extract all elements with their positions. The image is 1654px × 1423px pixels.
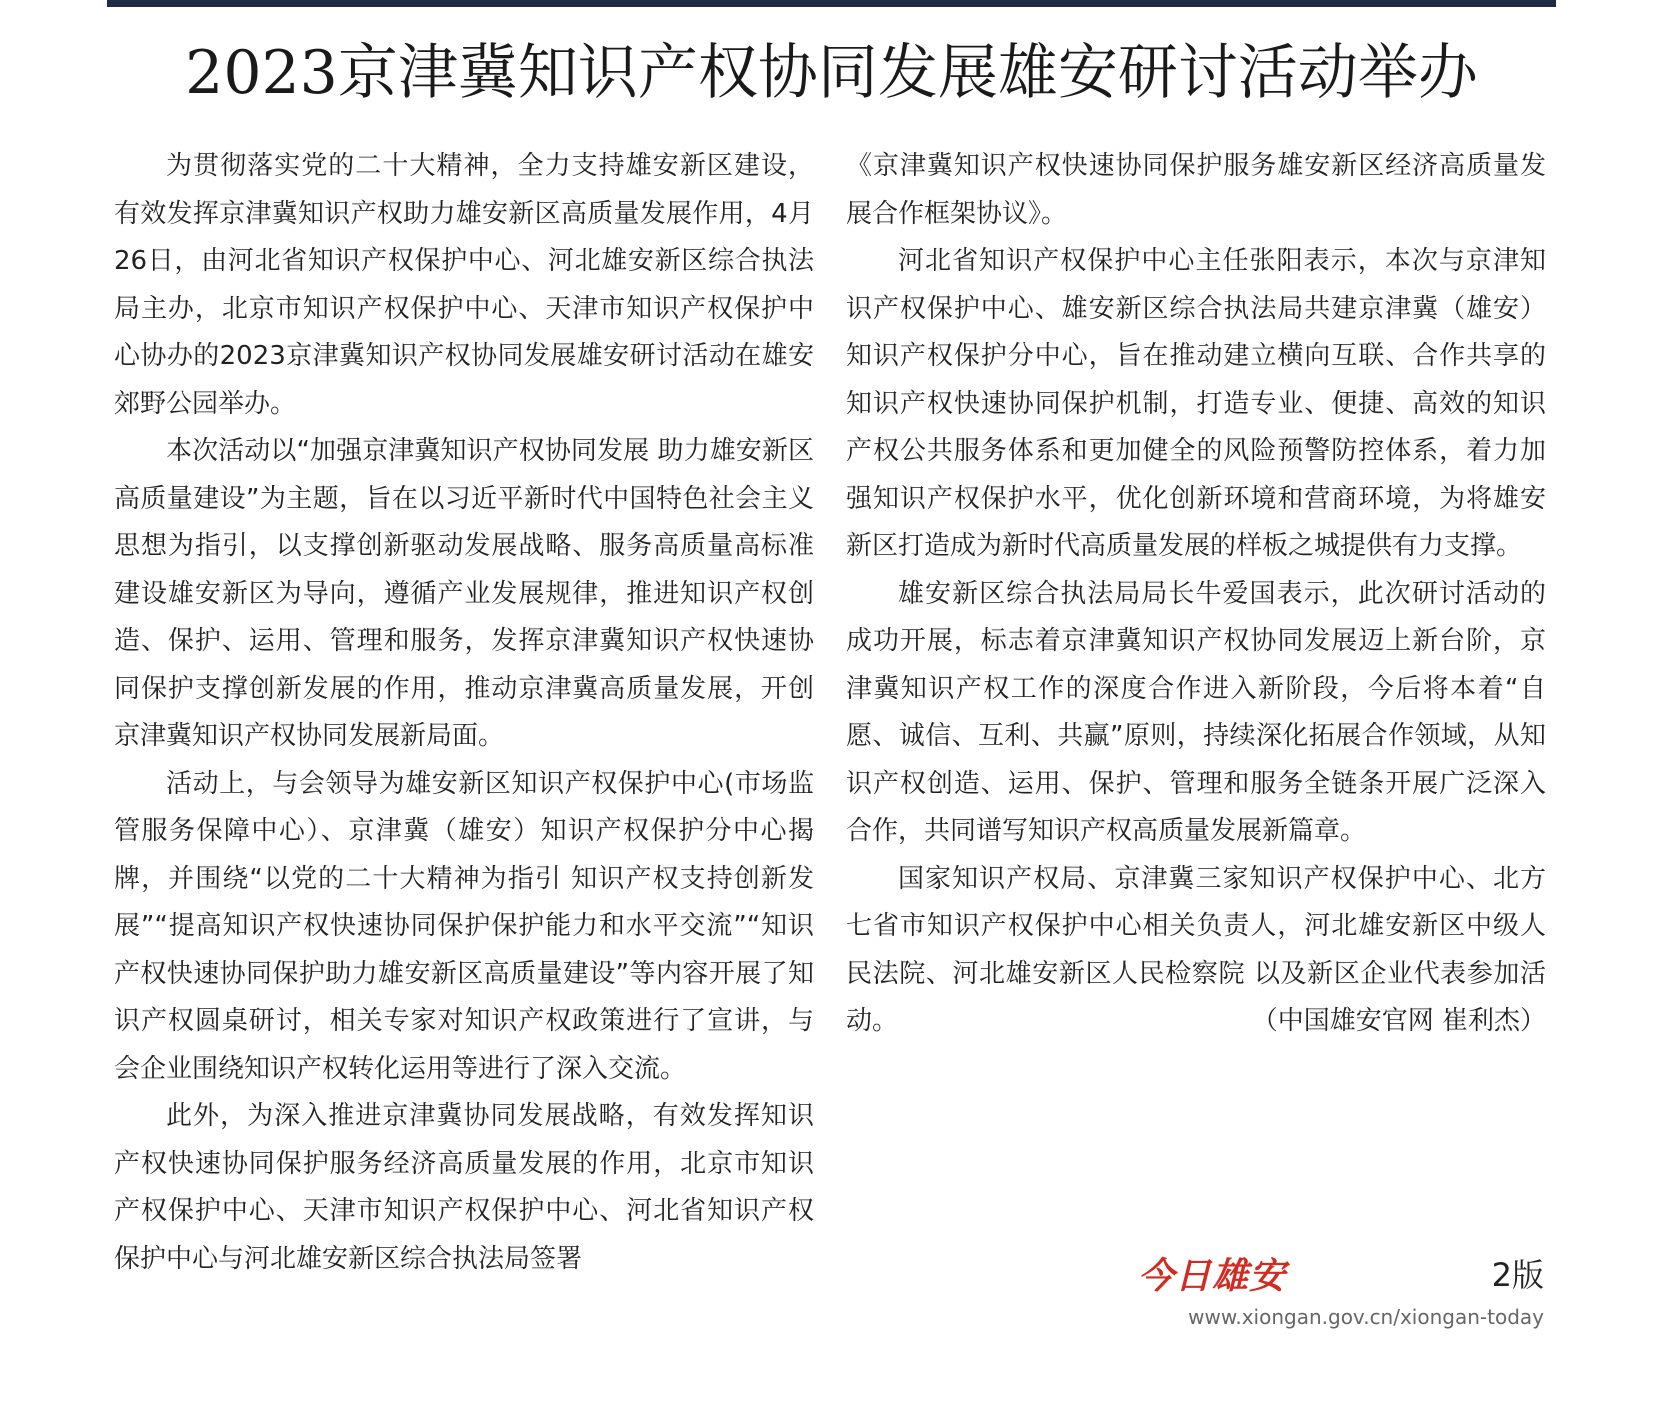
left-column <box>114 143 814 1283</box>
paragraph-zhang-yang: 河北省知识产权保护中心主任张阳表示，本次与京津知识产权保护中心、雄安新区综合执法局共建京津冀（雄安）知识产权保护分中心，旨在推动建立横向互联、合作共享的知识产权快速协同保护机制，打造专业、便捷、高效的知识产权公共服务体系和更加健全的风险预警防控体系，着力加强知识产权保护水平，优化创新环境和营商环境，为将雄安新区打造成为新时代高质量发展的样板之城提供有力支撑。 <box>846 246 1546 561</box>
footer-masthead <box>1138 1255 1544 1299</box>
article-title: 2023京津冀知识产权协同发展雄安研讨活动举办 <box>185 38 1478 108</box>
site-url[interactable]: www.xiongan.gov.cn/xiongan-today <box>1188 1305 1544 1329</box>
right-column <box>846 143 1546 1046</box>
paragraph-agreement-continued: 《京津冀知识产权快速协同保护服务雄安新区经济高质量发展合作框架协议》。 <box>846 151 1546 229</box>
paragraph-theme: 本次活动以“加强京津冀知识产权协同发展 助力雄安新区高质量建设”为主题，旨在以习近平新时代中国特色社会主义思想为指引，以支撑创新驱动发展战略、服务高质量高标准建设雄安新区为导向，遵循产业发展规律，推进知识产权创造、保护、运用、管理和服务，发挥京津冀知识产权快速协同保护支撑创新发展的作用，推动京津冀高质量发展，开创京津冀知识产权协同发展新局面。 <box>114 436 814 751</box>
paragraph-event: 活动上，与会领导为雄安新区知识产权保护中心(市场监管服务保障中心）、京津冀（雄安）知识产权保护分中心揭牌，并围绕“以党的二十大精神为指引 知识产权支持创新发展”“提高知识产权快速协同保护保护能力和水平交流”“知识产权快速协同保护助力雄安新区高质量建设”等内容开展了知识产权圆桌研讨，相关专家对知识产权政策进行了宣讲，与会企业围绕知识产权转化运用等进行了深入交流。 <box>114 768 814 1084</box>
paragraph-intro: 为贯彻落实党的二十大精神，全力支持雄安新区建设，有效发挥京津冀知识产权助力雄安新区高质量发展作用，4月26日，由河北省知识产权保护中心、河北雄安新区综合执法局主办，北京市知识产权保护中心、天津市知识产权保护中心协办的2023京津冀知识产权协同发展雄安研讨活动在雄安郊野公园举办。 <box>114 151 814 419</box>
paragraph-attendees <box>846 856 1546 1046</box>
paragraph-agreement: 此外，为深入推进京津冀协同发展战略，有效发挥知识产权快速协同保护服务经济高质量发展的作用，北京市知识产权保护中心、天津市知识产权保护中心、河北省知识产权保护中心与河北雄安新区综合执法局签署 <box>114 1101 814 1274</box>
article-credit: （中国雄安官网 崔利杰） <box>1251 1006 1546 1036</box>
attendees-text: 国家知识产权局、京津冀三家知识产权保护中心、北方七省市知识产权保护中心相关负责人，河北雄安新区中级人民法院、河北雄安新区人民检察院 以及新区企业代表参加活动。 <box>846 863 1546 1036</box>
edition-number: 2版 <box>1491 1256 1544 1294</box>
top-rule <box>107 0 1556 7</box>
today-xiongan-logo: 今日雄安 <box>1138 1255 1287 1297</box>
paragraph-niu-aiguo: 雄安新区综合执法局局长牛爱国表示，此次研讨活动的成功开展，标志着京津冀知识产权协同发展迈上新台阶，京津冀知识产权工作的深度合作进入新阶段，今后将本着“自愿、诚信、互利、共赢”原则，持续深化拓展合作领域，从知识产权创造、运用、保护、管理和服务全链条开展广泛深入合作，共同谱写知识产权高质量发展新篇章。 <box>846 578 1546 846</box>
